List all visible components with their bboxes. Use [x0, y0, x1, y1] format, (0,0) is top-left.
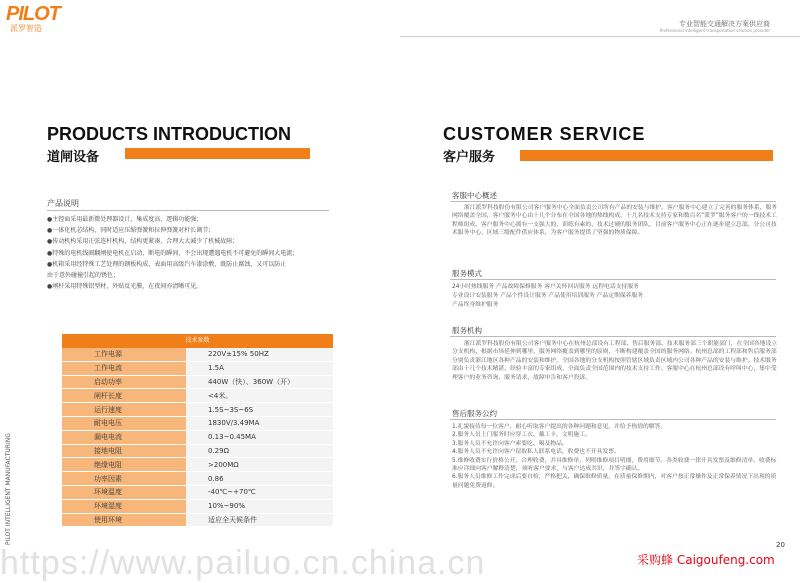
- service-center-text: 浙江派罗科技股份有限公司客户服务中心全面负责公司所有产品的安装与维护。客户服务中心建立了完善的服务体系，服务网络覆盖全国，客户服务中心由十几个分布在全国各地的热线构成，十几名技术支持专家和数百名“派罗”服务客户的一线技术工程师组成。客户服务中心拥有一支强大的、训练有素的、技术过硬的服务团队，目前客户服务中心正在逐步建立总部、分公司技术服务中心、区域三级配件供应体系，为客户服务提供了坚强的物质保障。: [452, 205, 778, 237]
- after-sales-item: 6.服务人员维修工作完成后要自检，严格把关，确保维修质量，在质量保修期内，对客户按正常操作及正常保养情况下出现的质量问题免费返修。: [452, 474, 777, 489]
- service-center-title: 客服中心概述: [452, 191, 497, 200]
- spec-label: 漏电电流: [62, 430, 186, 444]
- spec-row: [62, 513, 333, 527]
- brand-logo-subtitle: 派罗智造: [10, 24, 42, 33]
- spec-row: [62, 416, 333, 430]
- service-mode-divider: [450, 279, 776, 280]
- watermark-url: https://www.pailuo.cn.china.cn: [0, 544, 486, 582]
- watermark-site-cn: 采购蜂: [637, 553, 674, 567]
- header-tagline-sub: Professional intelligent transportation solution provider: [659, 28, 770, 33]
- spec-value: 0.13~0.45MA: [186, 430, 333, 444]
- spec-table-header: 技术参数: [62, 334, 333, 348]
- spec-value: 0.86: [186, 472, 333, 486]
- after-sales-list: [452, 423, 782, 490]
- watermark-site: [637, 551, 775, 568]
- spec-table: [62, 348, 333, 527]
- feature-item: ●机箱采用经特殊工艺处理的钢板构成，表面用高级汽车漆涂敷，既防止腐蚀，又可以防止: [47, 260, 287, 268]
- spec-row: [62, 472, 333, 486]
- products-title-en: PRODUCTS INTRODUCTION: [47, 124, 291, 144]
- watermark-site-en: Caigoufeng.com: [676, 553, 775, 567]
- spec-label: 环境湿度: [62, 499, 186, 513]
- feature-item: ●闸杆采用特殊铝型材，外贴反光膜，在夜间亦清晰可见。: [47, 283, 203, 291]
- after-sales-title: 售后服务公约: [452, 409, 497, 418]
- feature-item: ●主控面采用最新微处理器设计，集成度高，逻辑功能强；: [47, 216, 203, 223]
- products-title-bar: [125, 148, 310, 159]
- spec-label: 闸杆长度: [62, 389, 186, 403]
- service-title-en: CUSTOMER SERVICE: [443, 124, 646, 144]
- products-title-cn: 道闸设备: [47, 150, 100, 165]
- header-tagline: 专业智能交通解决方案供应商: [679, 20, 770, 28]
- product-feature-list: [47, 214, 337, 292]
- spec-value: 10%~90%: [186, 499, 333, 513]
- service-org-divider: [450, 336, 776, 337]
- spec-row: [62, 389, 333, 403]
- page-number: 20: [776, 541, 785, 549]
- service-title-bar: [520, 150, 773, 161]
- spec-value: 220V±15% 50HZ: [186, 348, 333, 361]
- spec-label: 接地电阻: [62, 444, 186, 458]
- spec-row: [62, 361, 333, 375]
- spec-row: [62, 348, 333, 361]
- spec-label: 启动功率: [62, 375, 186, 389]
- spec-row: [62, 375, 333, 389]
- service-mode-line: 24小时热线服务 产品故障保修服务 客户关怀回访服务 远程电话支持服务: [452, 284, 639, 290]
- spec-value: 适应全天候条件: [186, 513, 333, 527]
- product-description-label: 产品说明: [47, 199, 79, 208]
- feature-item: 由于意外碰撞引起的锈色；: [47, 272, 120, 280]
- spec-label: 工作电源: [62, 348, 186, 361]
- spec-value: 440W（快）、360W（开）: [186, 375, 333, 389]
- feature-item: ●一体化机芯结构，同时适应压缩弹簧和拉伸弹簧对杆长调节；: [47, 227, 215, 235]
- spec-label: 工作电流: [62, 361, 186, 375]
- spec-label: 耐电电压: [62, 416, 186, 430]
- after-sales-divider: [450, 419, 776, 420]
- spec-label: 使用环境: [62, 513, 186, 527]
- service-mode-line: 产品终身维护服务: [452, 302, 499, 308]
- spec-row: [62, 403, 333, 417]
- after-sales-item: 4.服务人员不允许向客户留取私人联系电话，收费也不开具发票。: [452, 449, 620, 456]
- spec-value: 1.5S~3S~6S: [186, 403, 333, 417]
- spec-row: [62, 499, 333, 513]
- spec-row: [62, 444, 333, 458]
- service-org-title: 服务机构: [452, 326, 482, 335]
- spec-label: 绝缘电阻: [62, 458, 186, 472]
- service-center-divider: [450, 201, 776, 202]
- brand-logo: PILOT: [6, 3, 60, 25]
- service-title-cn: 客户服务: [443, 150, 496, 165]
- spec-row: [62, 485, 333, 499]
- service-mode-title: 服务模式: [452, 269, 482, 278]
- product-description-divider: [47, 210, 329, 211]
- vertical-brand-text: PILOT INTELLIGENT MANUFACTURING: [5, 433, 12, 545]
- service-org-text: 浙江派罗科技股份有限公司客户服务中心在杭州总部设有工程部、售后服务部、技术服务部三个职能部门，在全国各地设立分支机构，根据市场延伸到哪里，服务网络覆盖到哪里的原则，不断构建覆盖全国的服务网络。杭州总部的工程部和售后服务部分别负责浙江地区各种产品的安装和维护。全国各地的分支机构按照管辖区域负责区域内公司各种产品的安装与维护。技术服务部由十几个技术精湛、经验丰富的专家组成，全面负责全国范围内的技术支持工作。客服中心在杭州总部设有呼叫中心，集中受理客户的业务咨询、服务请求、故障申告和客户投诉。: [452, 341, 778, 381]
- after-sales-item: 2.服务人员上门服务时应穿工衣、戴工卡，文明施工。: [452, 432, 591, 439]
- feature-item: ●传动机构采用正弦连杆机构，结构更紧凑，合理大大减少了机械故障；: [47, 238, 239, 246]
- header-divider: [400, 36, 800, 37]
- feature-item: ●特殊的电机线圈翻闸使电机在启动、断电的瞬间，不会出现遭遇电机不可避免的瞬间大电流；: [47, 249, 299, 257]
- spec-label: 运行速度: [62, 403, 186, 417]
- spec-label: 环境温度: [62, 485, 186, 499]
- service-mode-line: 专业设计安装服务 产品个性设计服务 产品使用培训服务 产品定期保养服务: [452, 293, 644, 299]
- spec-row: [62, 458, 333, 472]
- spec-value: 0.29Ω: [186, 444, 333, 458]
- after-sales-item: 1.礼貌接待每一位客户，耐心听取客户提出的各种问题和意见，并给予热情的解答。: [452, 424, 667, 430]
- spec-value: >200MΩ: [186, 458, 333, 472]
- spec-value: <4米。: [186, 389, 333, 403]
- spec-value: 1.5A: [186, 361, 333, 375]
- after-sales-item: 3.服务人员不允许向客户索要吃、喝及物品。: [452, 440, 568, 447]
- spec-value: -40℃~+70℃: [186, 485, 333, 499]
- spec-row: [62, 430, 333, 444]
- after-sales-item: 5.维修收费实行价格公开，合理收费，并具维修单，列明维修项目明细，费用细节。各类收费一律开具发票及维修清单。收费标准应详细向客户解释清楚，须听客户要求，与客户达成共识，并签字确认。: [452, 457, 777, 473]
- spec-value: 1830V/3.49MA: [186, 416, 333, 430]
- spec-label: 功率因素: [62, 472, 186, 486]
